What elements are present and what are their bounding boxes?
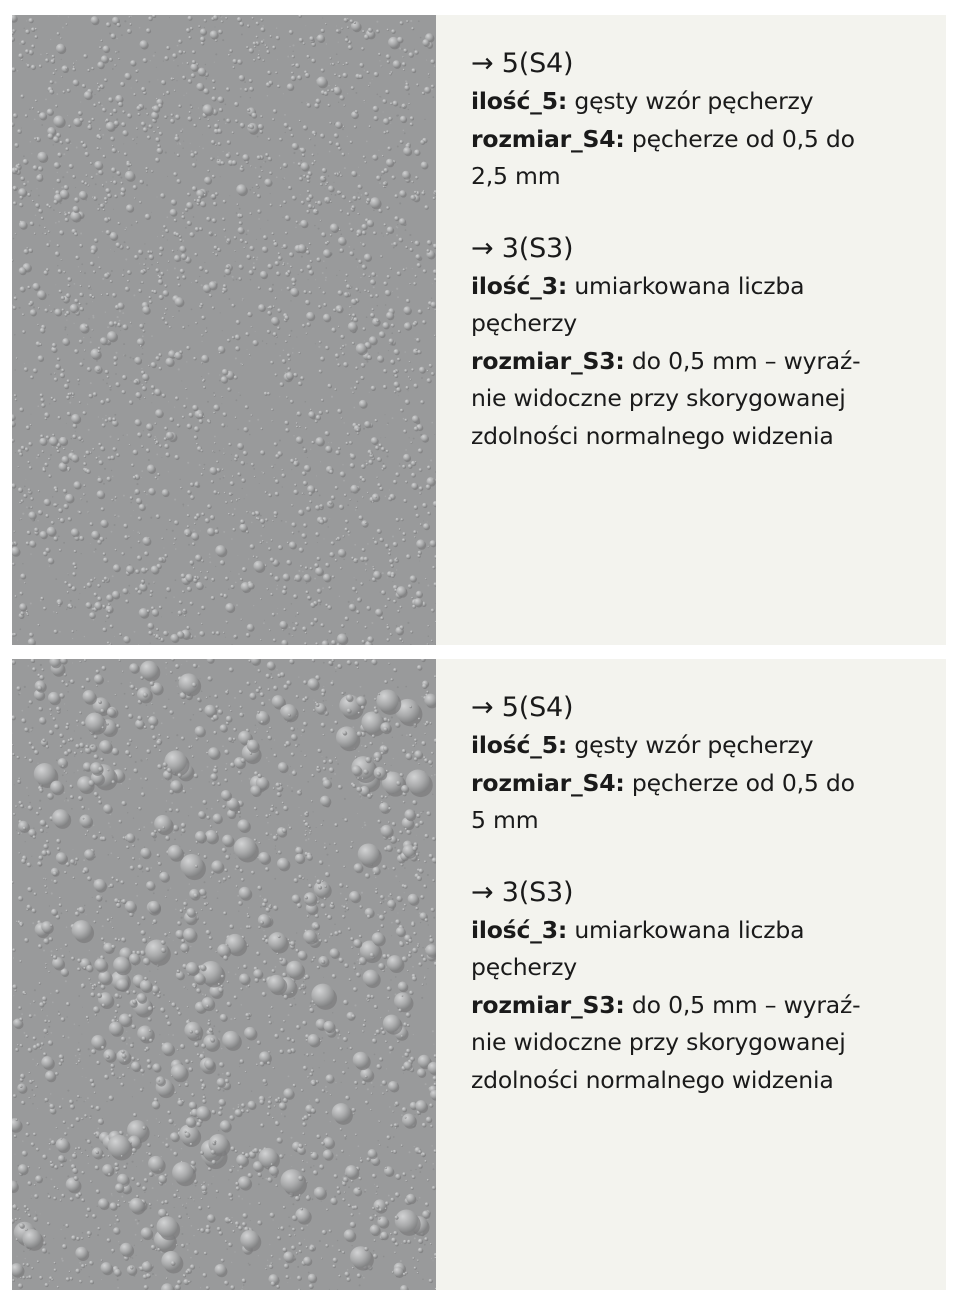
amount-description: umiarkowana liczba xyxy=(567,915,805,944)
blister-sample-image-2 xyxy=(12,659,436,1290)
size-line-continued: nie widoczne przy skorygowanej xyxy=(471,384,846,412)
size-term: rozmiar_S3: xyxy=(471,346,625,375)
blister-sample-image-1 xyxy=(12,15,436,645)
size-term: rozmiar_S4: xyxy=(471,124,625,153)
amount-term: ilość_5: xyxy=(471,87,568,115)
amount-line xyxy=(471,83,931,121)
blister-example-panel-1 xyxy=(12,15,946,645)
size-line-continued: zdolności normalnego widzenia xyxy=(471,1065,834,1094)
size-description: do 0,5 mm – wyraź- xyxy=(624,990,861,1019)
blister-texture-small xyxy=(12,15,436,645)
size-description: pęcherze od 0,5 do xyxy=(624,124,855,153)
amount-term: ilość_3: xyxy=(471,915,568,944)
amount-line-continued: pęcherzy xyxy=(471,953,577,981)
amount-line xyxy=(471,912,931,950)
size-line-continued: 5 mm xyxy=(471,806,539,834)
rating-description-1 xyxy=(471,45,931,455)
size-line-continued: nie widoczne przy skorygowanej xyxy=(471,1028,846,1056)
amount-term: ilość_5: xyxy=(471,731,568,759)
rating-heading-3-s3: → 3(S3) xyxy=(471,876,574,908)
size-line-continued: 2,5 mm xyxy=(471,162,561,190)
size-line xyxy=(471,987,931,1025)
amount-description: gęsty wzór pęcherzy xyxy=(567,87,814,115)
rating-heading-5-s4: → 5(S4) xyxy=(471,48,574,79)
amount-term: ilość_3: xyxy=(471,271,568,300)
amount-line-continued: pęcherzy xyxy=(471,309,577,337)
size-line xyxy=(471,121,931,159)
size-line xyxy=(471,343,931,381)
size-description: pęcherze od 0,5 do xyxy=(624,768,855,797)
amount-description: umiarkowana liczba xyxy=(567,271,805,300)
size-term: rozmiar_S4: xyxy=(471,768,625,797)
blister-texture-large xyxy=(12,659,436,1290)
amount-line xyxy=(471,268,931,306)
rating-description-2 xyxy=(471,689,931,1099)
amount-description: gęsty wzór pęcherzy xyxy=(567,731,814,759)
blister-example-panel-2 xyxy=(12,659,946,1290)
rating-heading-3-s3: → 3(S3) xyxy=(471,232,574,264)
amount-line xyxy=(471,727,931,765)
size-description: do 0,5 mm – wyraź- xyxy=(624,346,861,375)
rating-heading-5-s4: → 5(S4) xyxy=(471,692,574,723)
size-line-continued: zdolności normalnego widzenia xyxy=(471,421,834,450)
size-term: rozmiar_S3: xyxy=(471,990,625,1019)
size-line xyxy=(471,765,931,803)
